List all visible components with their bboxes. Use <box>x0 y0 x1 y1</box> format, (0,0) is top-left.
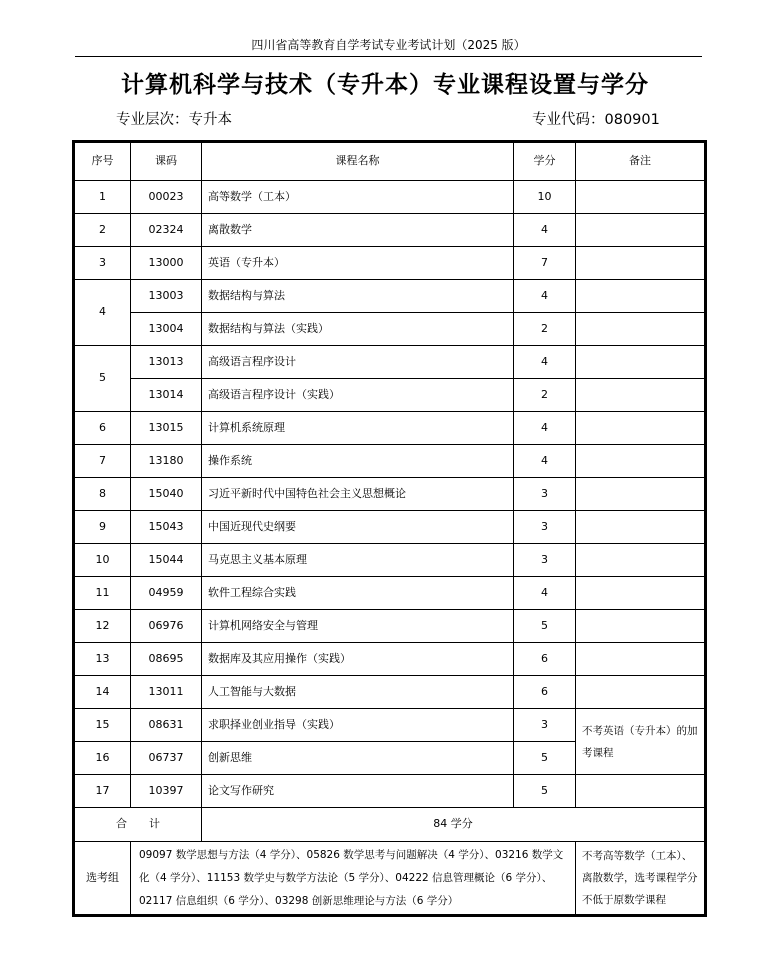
table-row <box>75 280 705 313</box>
row-no: 2 <box>75 214 131 247</box>
row-code: 06737 <box>131 742 202 775</box>
row-remark <box>576 775 705 808</box>
row-credit: 2 <box>514 313 576 346</box>
row-remark <box>576 544 705 577</box>
row-code: 13004 <box>131 313 202 346</box>
row-no: 15 <box>75 709 131 742</box>
row-no: 9 <box>75 511 131 544</box>
row-remark <box>576 610 705 643</box>
elective-label: 选考组 <box>75 842 131 915</box>
row-name: 数据结构与算法（实践） <box>202 313 514 346</box>
course-table <box>74 142 705 915</box>
row-no: 6 <box>75 412 131 445</box>
table-row <box>75 346 705 379</box>
table-row <box>75 313 705 346</box>
row-remark <box>576 676 705 709</box>
row-no: 4 <box>75 280 131 346</box>
table-row <box>75 643 705 676</box>
row-code: 13000 <box>131 247 202 280</box>
elective-courses: 09097 数学思想与方法（4 学分）、05826 数学思考与问题解决（4 学分）、03216 数学文化（4 学分）、11153 数学史与数学方法论（5 学分）、04222 信息管理概论（6 学分）、02117 信息组织（6 学分）、03298 创新思维理论与方法（6 学分） <box>131 842 576 915</box>
row-no: 8 <box>75 478 131 511</box>
row-credit: 3 <box>514 544 576 577</box>
row-code: 04959 <box>131 577 202 610</box>
row-code: 06976 <box>131 610 202 643</box>
row-no: 3 <box>75 247 131 280</box>
table-row <box>75 544 705 577</box>
total-label: 合 计 <box>75 808 202 842</box>
row-name: 论文写作研究 <box>202 775 514 808</box>
row-credit: 4 <box>514 412 576 445</box>
row-remark <box>576 280 705 313</box>
row-name: 人工智能与大数据 <box>202 676 514 709</box>
row-name: 计算机系统原理 <box>202 412 514 445</box>
row-name: 高等数学（工本） <box>202 181 514 214</box>
row-name: 英语（专升本） <box>202 247 514 280</box>
row-no: 5 <box>75 346 131 412</box>
row-credit: 3 <box>514 511 576 544</box>
col-header-credit: 学分 <box>514 143 576 181</box>
row-credit: 4 <box>514 214 576 247</box>
row-name: 软件工程综合实践 <box>202 577 514 610</box>
elective-remark: 不考高等数学（工本）、离散数学，选考课程学分不低于原数学课程 <box>576 842 705 915</box>
row-name: 高级语言程序设计 <box>202 346 514 379</box>
row-code: 10397 <box>131 775 202 808</box>
table-row <box>75 379 705 412</box>
row-credit: 2 <box>514 379 576 412</box>
row-code: 13013 <box>131 346 202 379</box>
row-name: 中国近现代史纲要 <box>202 511 514 544</box>
row-name: 马克思主义基本原理 <box>202 544 514 577</box>
row-credit: 7 <box>514 247 576 280</box>
row-name: 求职择业创业指导（实践） <box>202 709 514 742</box>
page-title: 计算机科学与技术（专升本）专业课程设置与学分 <box>121 72 649 98</box>
plan-series-header: 四川省高等教育自学考试专业考试计划（2025 版） <box>251 38 526 52</box>
row-credit: 5 <box>514 610 576 643</box>
col-header-name: 课程名称 <box>202 143 514 181</box>
row-remark <box>576 445 705 478</box>
total-value: 84 学分 <box>202 808 705 842</box>
major-level: 专业层次：专升本 <box>116 112 232 128</box>
header-divider <box>75 56 702 57</box>
table-header-row <box>75 143 705 181</box>
row-code: 15044 <box>131 544 202 577</box>
table-row <box>75 676 705 709</box>
row-name: 离散数学 <box>202 214 514 247</box>
table-row <box>75 478 705 511</box>
row-no: 10 <box>75 544 131 577</box>
row-credit: 3 <box>514 478 576 511</box>
table-row <box>75 181 705 214</box>
row-credit: 10 <box>514 181 576 214</box>
row-code: 15043 <box>131 511 202 544</box>
row-no: 13 <box>75 643 131 676</box>
table-row <box>75 577 705 610</box>
table-row <box>75 214 705 247</box>
row-code: 13011 <box>131 676 202 709</box>
row-credit: 6 <box>514 676 576 709</box>
row-credit: 4 <box>514 346 576 379</box>
row-code: 13003 <box>131 280 202 313</box>
row-remark <box>576 412 705 445</box>
row-name: 数据库及其应用操作（实践） <box>202 643 514 676</box>
row-name: 数据结构与算法 <box>202 280 514 313</box>
row-code: 08631 <box>131 709 202 742</box>
row-no: 17 <box>75 775 131 808</box>
major-code: 专业代码：080901 <box>532 112 660 128</box>
row-credit: 4 <box>514 577 576 610</box>
row-name: 习近平新时代中国特色社会主义思想概论 <box>202 478 514 511</box>
row-name: 计算机网络安全与管理 <box>202 610 514 643</box>
col-header-no: 序号 <box>75 143 131 181</box>
table-row <box>75 610 705 643</box>
col-header-remark: 备注 <box>576 143 705 181</box>
row-no: 11 <box>75 577 131 610</box>
row-remark <box>576 346 705 379</box>
table-row <box>75 412 705 445</box>
row-remark <box>576 379 705 412</box>
row-code: 13014 <box>131 379 202 412</box>
row-credit: 3 <box>514 709 576 742</box>
row-credit: 4 <box>514 280 576 313</box>
row-no: 12 <box>75 610 131 643</box>
elective-row <box>75 842 705 915</box>
row-code: 15040 <box>131 478 202 511</box>
row-remark <box>576 181 705 214</box>
row-name: 高级语言程序设计（实践） <box>202 379 514 412</box>
table-row <box>75 445 705 478</box>
row-credit: 5 <box>514 742 576 775</box>
row-name: 创新思维 <box>202 742 514 775</box>
table-row <box>75 709 705 742</box>
row-code: 13180 <box>131 445 202 478</box>
row-no: 14 <box>75 676 131 709</box>
row-remark <box>576 247 705 280</box>
table-row <box>75 775 705 808</box>
row-no: 1 <box>75 181 131 214</box>
table-row <box>75 247 705 280</box>
row-remark <box>576 511 705 544</box>
row-name: 操作系统 <box>202 445 514 478</box>
row-credit: 5 <box>514 775 576 808</box>
row-no: 7 <box>75 445 131 478</box>
row-remark <box>576 478 705 511</box>
row-no: 16 <box>75 742 131 775</box>
row-code: 02324 <box>131 214 202 247</box>
row-credit: 4 <box>514 445 576 478</box>
table-row <box>75 511 705 544</box>
row-code: 13015 <box>131 412 202 445</box>
row-remark <box>576 577 705 610</box>
remark-extra-courses: 不考英语（专升本）的加考课程 <box>576 709 705 775</box>
row-remark <box>576 214 705 247</box>
row-remark <box>576 643 705 676</box>
row-remark <box>576 313 705 346</box>
total-row <box>75 808 705 842</box>
row-credit: 6 <box>514 643 576 676</box>
row-code: 00023 <box>131 181 202 214</box>
row-code: 08695 <box>131 643 202 676</box>
col-header-code: 课码 <box>131 143 202 181</box>
